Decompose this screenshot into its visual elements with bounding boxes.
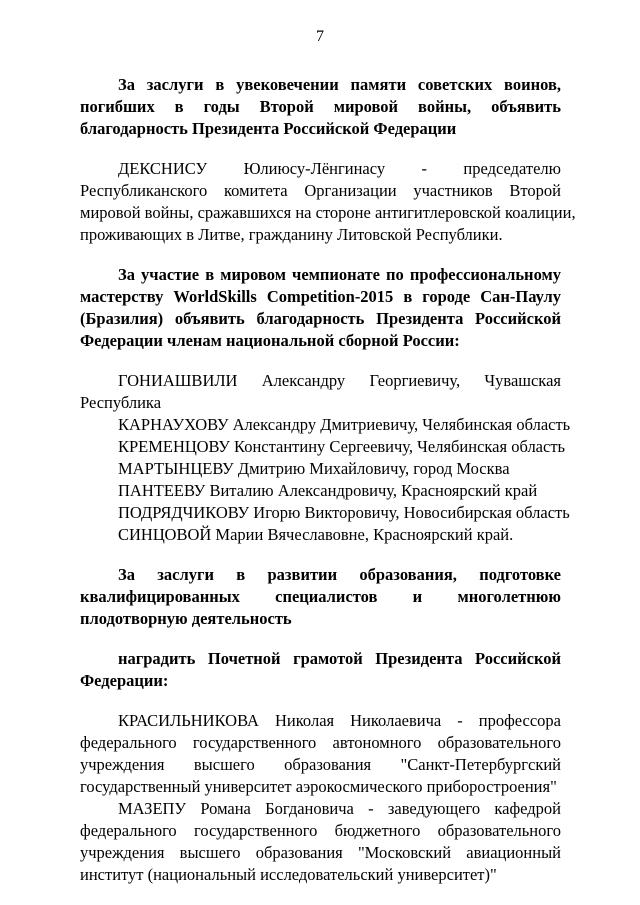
heading-line: погибших в годы Второй мировой войны, объявить <box>80 97 561 116</box>
body-line: МАЗЕПУ Романа Богдановича - заведующего кафедрой <box>118 799 561 818</box>
body-line: Республиканского комитета Организации участников Второй <box>80 181 561 200</box>
list-item: КАРНАУХОВУ Александру Дмитриевичу, Челябинская область <box>118 415 571 434</box>
heading-line: благодарность Президента Российской Федерации <box>80 119 457 138</box>
body-line: государственный университет аэрокосмического приборостроения" <box>80 777 557 796</box>
heading-line: Федерации: <box>80 671 169 690</box>
heading-line: мастерству WorldSkills Competition-2015 в городе Сан-Паулу <box>80 287 561 306</box>
list-item: СИНЦОВОЙ Марии Вячеславовне, Красноярский край. <box>118 525 514 544</box>
body-line: мировой войны, сражавшихся на стороне антигитлеровской коалиции, <box>80 203 576 222</box>
heading-line: наградить Почетной грамотой Президента Российской <box>118 649 561 668</box>
heading-line: За заслуги в увековечении памяти советских воинов, <box>118 75 561 94</box>
heading-line: За заслуги в развитии образования, подготовке <box>118 565 561 584</box>
heading-line: За участие в мировом чемпионате по профессиональному <box>118 265 561 284</box>
page-number: 7 <box>316 28 324 45</box>
body-line: ДЕКСНИСУ Юлиюсу-Лёнгинасу - председателю <box>118 159 561 178</box>
list-item: КРЕМЕНЦОВУ Константину Сергеевичу, Челябинская область <box>118 437 566 456</box>
heading-line: плодотворную деятельность <box>80 609 292 628</box>
list-item: ГОНИАШВИЛИ Александру Георгиевичу, Чувашская <box>118 371 561 390</box>
heading-line: квалифицированных специалистов и многолетнюю <box>80 587 561 606</box>
body-line: федерального государственного автономного образовательного <box>80 733 561 752</box>
body-line: учреждения высшего образования "Санкт-Петербургский <box>80 755 561 774</box>
body-line: институт (национальный исследовательский университет)" <box>80 865 497 884</box>
body-line: КРАСИЛЬНИКОВА Николая Николаевича - профессора <box>118 711 561 730</box>
body-line: проживающих в Литве, гражданину Литовской Республики. <box>80 225 503 244</box>
list-item: ПОДРЯДЧИКОВУ Игорю Викторовичу, Новосибирская область <box>118 503 570 522</box>
heading-line: (Бразилия) объявить благодарность Президента Российской <box>80 309 561 328</box>
body-line: федерального государственного бюджетного образовательного <box>80 821 561 840</box>
body-line: учреждения высшего образования "Московский авиационный <box>80 843 561 862</box>
heading-line: Федерации членам национальной сборной России: <box>80 331 460 350</box>
list-item: МАРТЫНЦЕВУ Дмитрию Михайловичу, город Москва <box>118 459 510 478</box>
list-item: Республика <box>80 393 162 412</box>
list-item: ПАНТЕЕВУ Виталию Александровичу, Красноярский край <box>118 481 538 500</box>
